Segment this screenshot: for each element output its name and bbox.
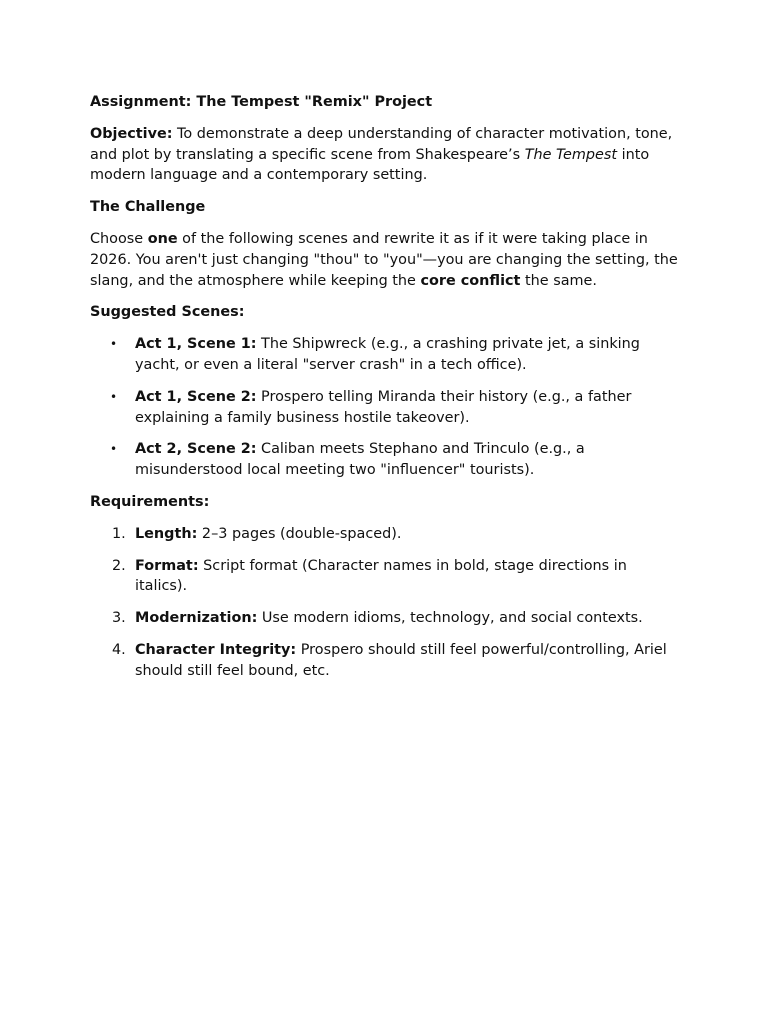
challenge-emphasis-core-conflict: core conflict — [420, 272, 521, 289]
document-title: Assignment: The Tempest "Remix" Project — [90, 94, 433, 110]
list-number: 2. — [112, 557, 126, 574]
list-item: • Act 1, Scene 1: The Shipwreck (e.g., a crashing private jet, a sinking yacht, or even a literal "server crash" in a tech office). — [110, 336, 640, 373]
list-number: 4. — [112, 641, 126, 658]
objective-paragraph — [90, 124, 678, 186]
requirements-list — [90, 524, 678, 682]
bullet-icon: • — [110, 337, 118, 352]
objective-label: Objective: — [90, 125, 173, 142]
requirements-heading: Requirements: — [90, 493, 210, 510]
list-item: • Act 2, Scene 2: Caliban meets Stephano and Trinculo (e.g., a misunderstood local meeting two "influencer" tourists). — [110, 441, 585, 479]
list-item: 4. Character Integrity: Prospero should still feel powerful/controlling, Ariel should still feel bound, etc. — [112, 641, 667, 679]
list-item: 1. Length: 2–3 pages (double-spaced). — [90, 524, 678, 545]
objective-text-b: into modern language and a contemporary setting. — [90, 146, 650, 184]
list-number: 3. — [112, 610, 126, 627]
challenge-emphasis-one: one — [147, 230, 178, 247]
list-item: 2. Format: Script format (Character names in bold, stage directions in italics). — [112, 557, 627, 595]
challenge-paragraph: Choose one of the following scenes and rewrite it as if it were taking place in 2026. You aren't just changing "thou" to "you"—you are changing the setting, the slang, and the atmosphere while keeping the core conflict the same. — [90, 230, 678, 289]
list-item: • Act 1, Scene 2: Prospero telling Miranda their history (e.g., a father explaining a family business hostile takeover). — [110, 388, 632, 426]
scenes-heading: Suggested Scenes: — [90, 304, 245, 321]
list-item: 3. Modernization: Use modern idioms, technology, and social contexts. — [90, 608, 678, 629]
objective-text-a: To demonstrate a deep understanding of character motivation, tone, and plot by translating a specific scene from Shakespeare’s — [90, 125, 673, 163]
scenes-list — [90, 334, 678, 481]
objective-play-title: The Tempest — [524, 146, 618, 163]
bullet-icon: • — [110, 442, 118, 457]
bullet-icon: • — [110, 389, 118, 404]
challenge-heading: The Challenge — [90, 199, 206, 216]
list-number: 1. — [112, 525, 126, 542]
